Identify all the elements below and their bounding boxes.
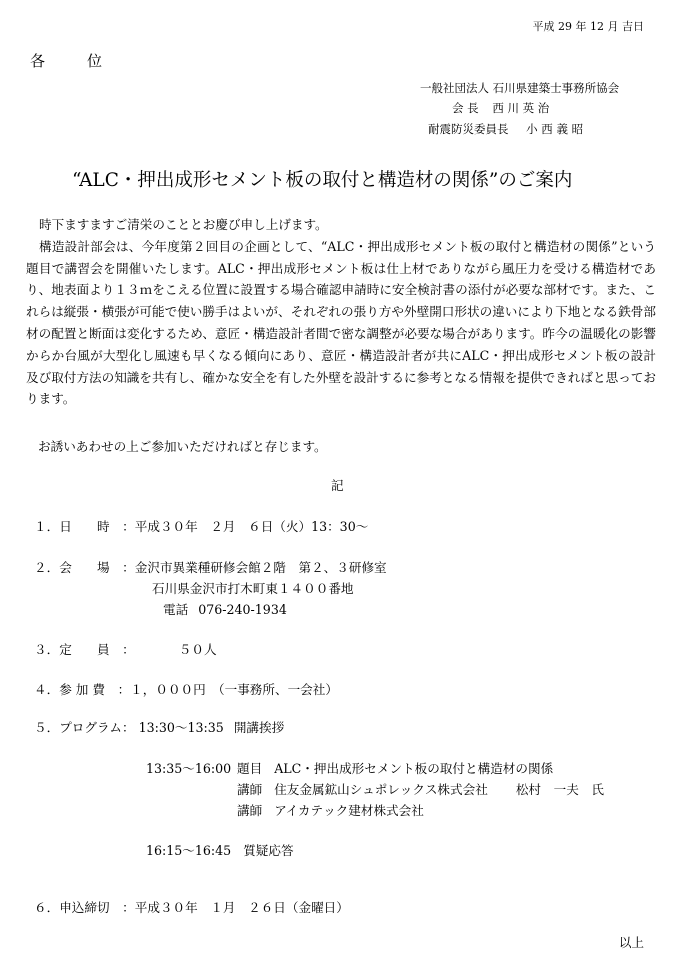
body-text	[26, 214, 656, 410]
program-opening-time: 13:30～13:35	[138, 720, 224, 735]
invitation: お誘いあわせの上ご参加いただければと存じます。	[38, 439, 327, 454]
venue-phone-label: 電話	[163, 602, 189, 617]
sender-president-title: 会 長	[452, 101, 479, 115]
item-date-value: 平成３０年 ２月 ６日（火）13：30～	[134, 519, 369, 534]
program-topic-value: ALC・押出成形セメント板の取付と構造材の関係	[274, 761, 554, 776]
program-qa-label: 質疑応答	[243, 843, 294, 858]
item-venue-label: ２．会 場 ：	[34, 560, 135, 575]
item-capacity	[34, 639, 217, 658]
program-lecturer-2	[237, 800, 424, 819]
lecturer-2-company: アイカテック建材株式会社	[274, 803, 424, 818]
sender-committee	[428, 121, 644, 137]
venue-phone	[163, 599, 287, 618]
lecturer-label: 講師	[237, 803, 263, 818]
addressee: 各位	[30, 52, 145, 70]
item-fee	[34, 679, 338, 698]
sender-president-name: 西 川 英 治	[492, 101, 550, 115]
program-qa	[146, 840, 294, 859]
item-deadline	[34, 897, 349, 916]
venue-address: 石川県金沢市打木町東１４００番地	[152, 581, 354, 596]
item-deadline-value: 平成３０年 １月 ２６日（金曜日）	[134, 900, 349, 915]
sender-committee-name: 小 西 義 昭	[526, 122, 584, 136]
item-date	[34, 516, 368, 535]
item-deadline-label: ６．申込締切 ：	[34, 900, 135, 915]
item-program	[34, 717, 284, 736]
closing: 以上	[618, 935, 644, 950]
body-paragraph: 構造設計部会は、今年度第２回目の企画として、“ALC・押出成形セメント板の取付と構造材の関係”という題目で講習会を開催いたします。ALC・押出成形セメント板は仕上材でありながら風圧力を受ける構造材であり、地表面より１３ｍをこえる位置に設置する場合確認申請時に安全検討書の添付が必要な部材です。また、これらは縦張・横張が可能で使い勝手はよいが、それぞれの張り方や外壁開口形状の違いにより下地となる鉄骨部材の配置と断面は変化するため、意匠・構造設計者間で密な調整が必要な場合があります。昨今の温暖化の影響からか台風が大型化し風速も早くなる傾向にあり、意匠・構造設計者が共にALC・押出成形セメント板の設計及び取付方法の知識を共有し、確かな安全を有した外壁を設計するに参考となる情報を提供できればと思っております。	[26, 238, 656, 407]
sender-president	[452, 100, 644, 116]
item-venue-value: 金沢市異業種研修会館２階 第２、３研修室	[134, 560, 387, 575]
program-opening: 開講挨拶	[233, 720, 285, 735]
item-fee-value: １，０００円 （一事務所、一会社）	[130, 682, 338, 697]
lecturer-label: 講師	[237, 782, 263, 797]
item-program-label: ５．プログラム：	[34, 720, 135, 735]
venue-phone-number: 076-240-1934	[198, 602, 287, 617]
lecturer-1-company: 住友金属鉱山シュポレックス株式会社	[274, 782, 488, 797]
ki-heading: 記	[331, 478, 344, 493]
sender-organization: 一般社団法人 石川県建築士事務所協会	[420, 81, 620, 95]
program-lecturer-1	[237, 779, 604, 798]
issue-date: 平成 29 年 12 月 吉日	[532, 20, 644, 33]
greeting: 時下ますますご清栄のこととお慶び申し上げます。	[39, 217, 328, 232]
program-topic-label: 題目	[237, 761, 263, 776]
item-fee-label: ４．参 加 費 ：	[34, 682, 131, 697]
sender-committee-title: 耐震防災委員長	[428, 122, 509, 136]
program-topic	[237, 758, 553, 777]
item-date-label: １．日 時 ：	[34, 519, 135, 534]
program-lecture-time: 13:35～16:00	[146, 761, 232, 776]
document-title: “ALC・押出成形セメント板の取付と構造材の関係”のご案内	[72, 170, 573, 191]
lecturer-1-name: 松村 一夫 氏	[515, 782, 604, 797]
item-venue	[34, 557, 387, 576]
item-capacity-label: ３．定 員 ：	[34, 642, 135, 657]
program-qa-time: 16:15～16:45	[146, 843, 232, 858]
item-capacity-value: ５０人	[178, 642, 217, 657]
